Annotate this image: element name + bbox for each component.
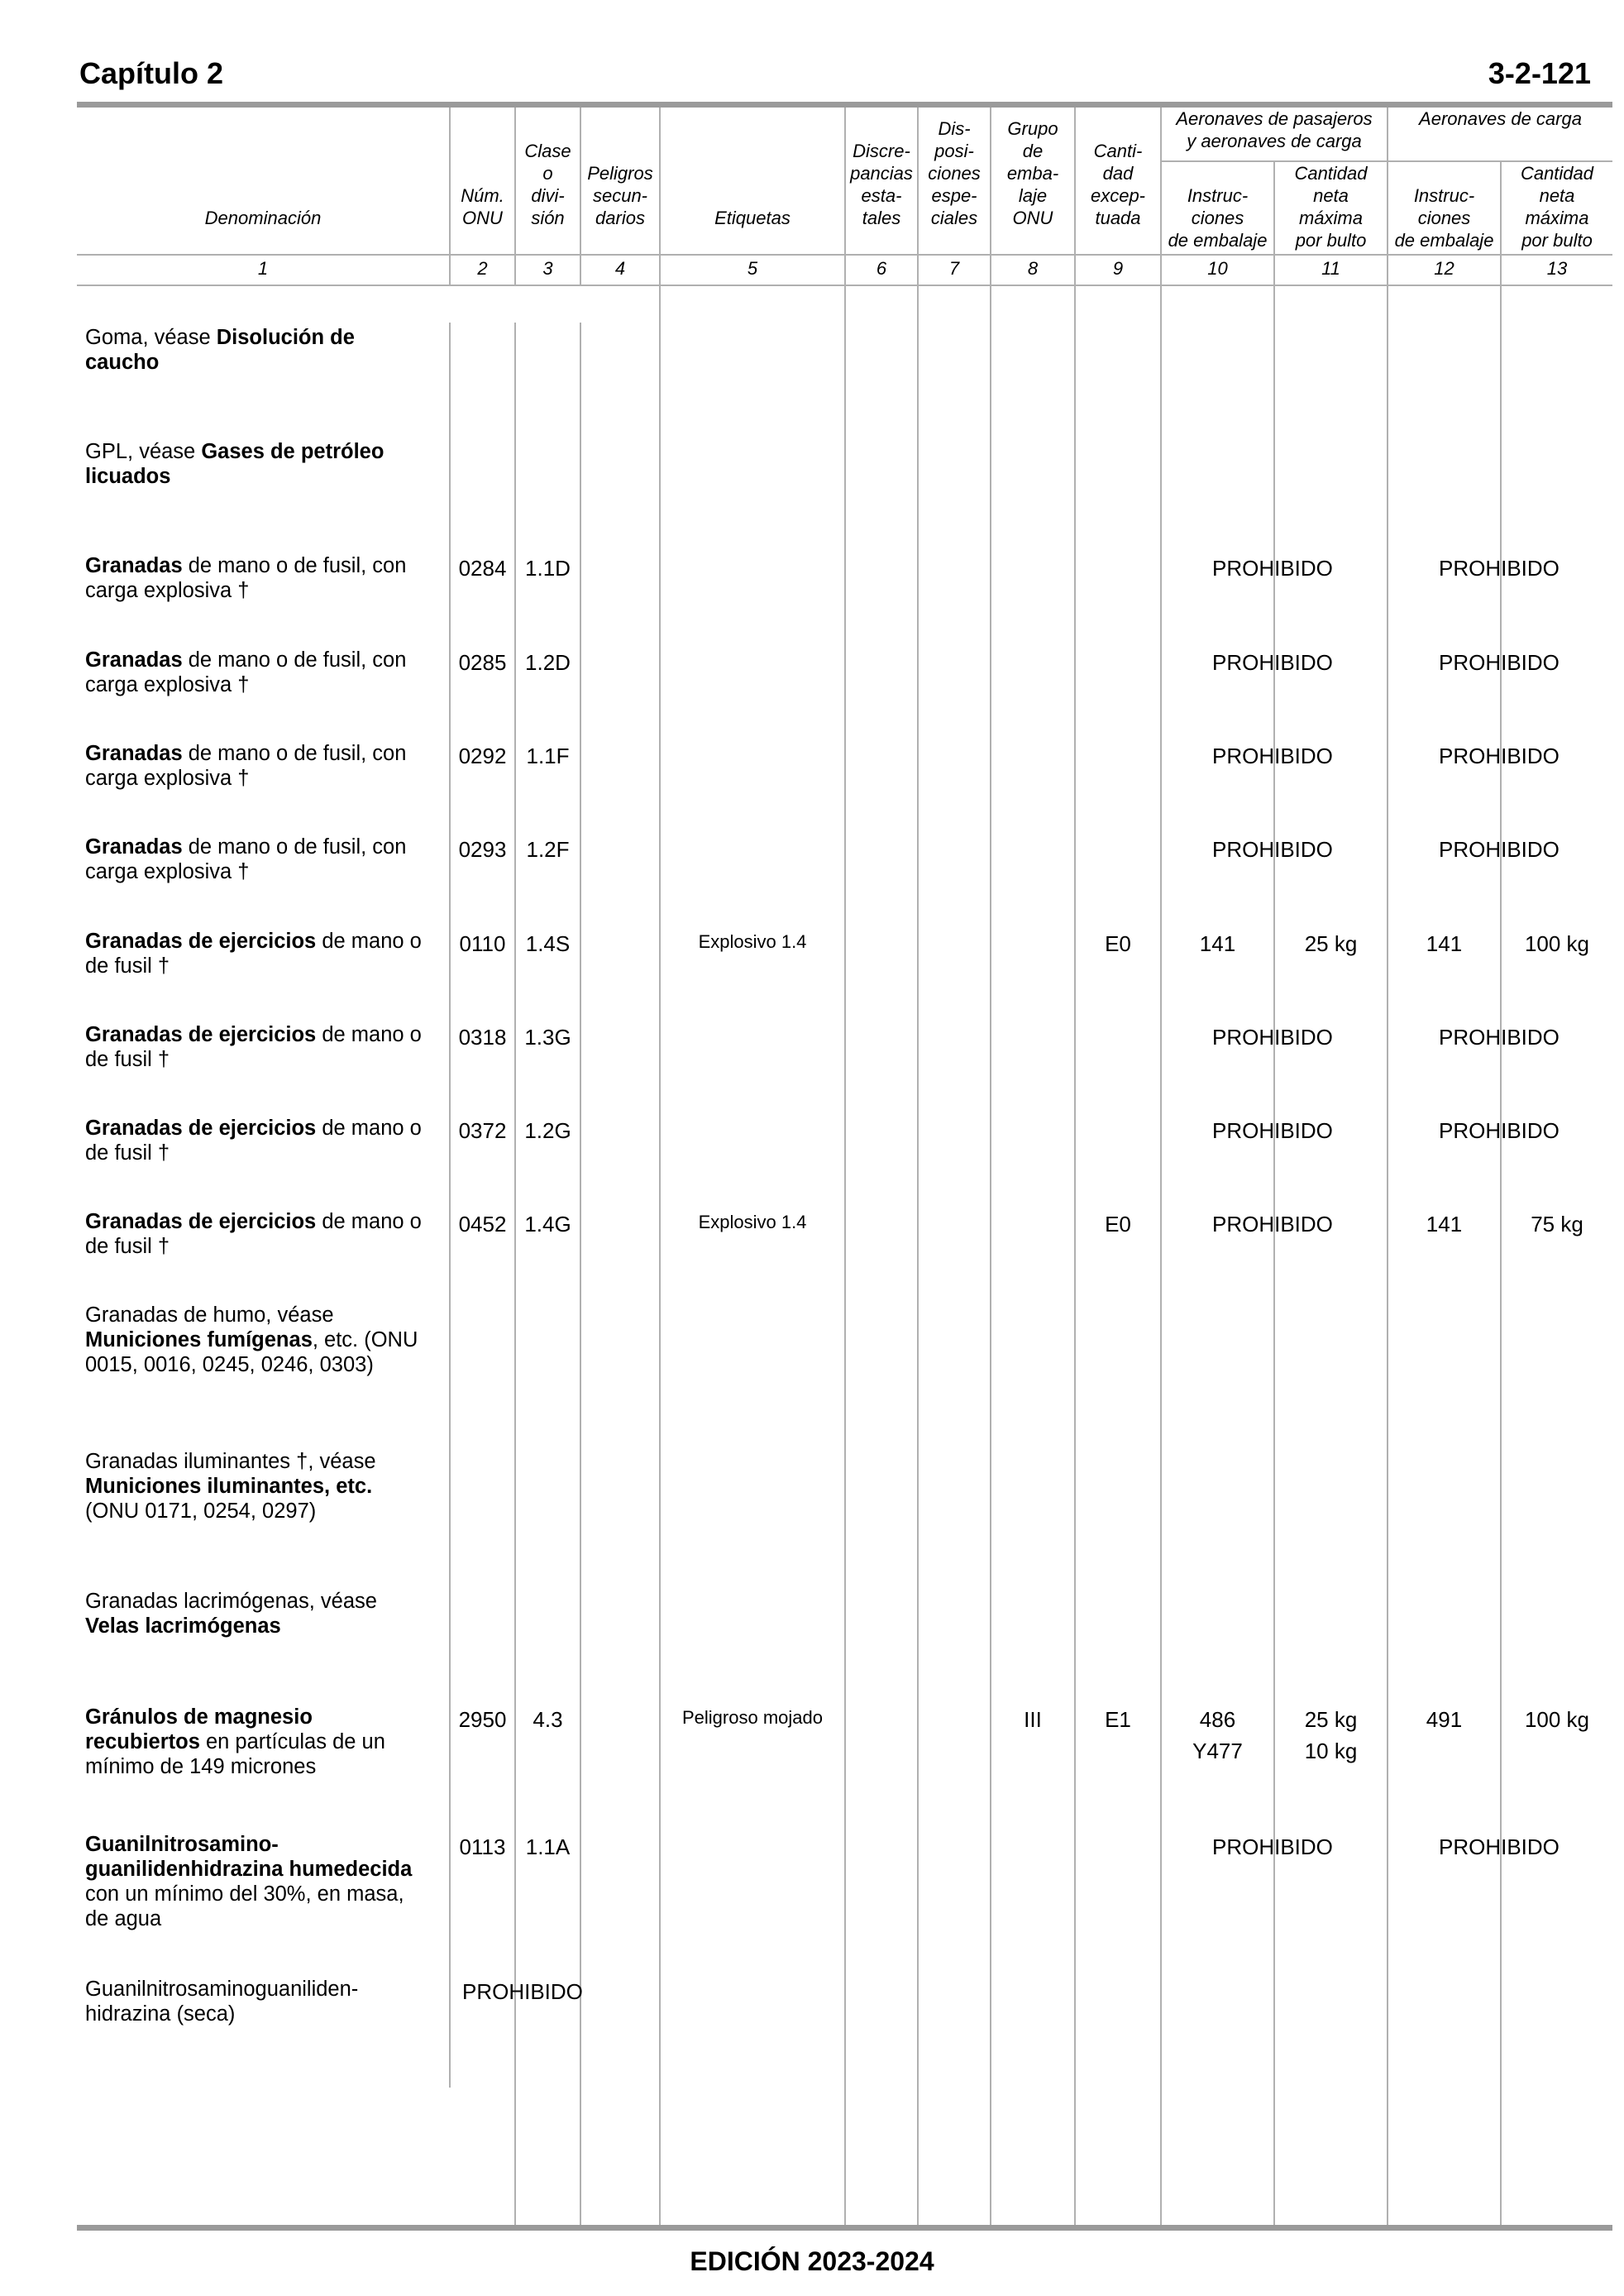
passenger-packing-instruction: 141	[1199, 931, 1236, 956]
passenger-max-quantity-limited: 10 kg	[1304, 1739, 1358, 1763]
header-aeronaves-carga: Aeronaves de carga	[1419, 108, 1582, 129]
cargo-status: PROHIBIDO	[1439, 744, 1560, 768]
entry-name: Guanilnitrosamino- guanilidenhidrazina humedecida con un mínimo del 30%, en masa, de agua	[85, 1833, 413, 1930]
class-division: 1.4S	[525, 931, 571, 956]
entry-name: Granadas de ejercicios de mano o de fusil †	[85, 1023, 422, 1071]
bottom-rule	[77, 2225, 1612, 2231]
un-number: 0110	[459, 931, 506, 956]
entry-name: Granadas de ejercicios de mano o de fusil †	[85, 1210, 422, 1258]
header-etiquetas: Etiquetas	[714, 208, 791, 228]
cargo-status: PROHIBIDO	[1439, 1025, 1560, 1050]
class-division: 1.2D	[525, 650, 571, 675]
class-division: 1.2F	[526, 837, 570, 862]
entry-name: Granadas lacrimógenas, véase Velas lacrimógenas	[85, 1590, 377, 1638]
cargo-status: PROHIBIDO	[1439, 837, 1560, 862]
passenger-status: PROHIBIDO	[1212, 837, 1333, 862]
header-disposiciones: Dis- posi- ciones espe- ciales	[928, 118, 981, 228]
entry-name: Granadas de mano o de fusil, con carga explosiva †	[85, 648, 407, 696]
entry-name: Granadas de mano o de fusil, con carga explosiva †	[85, 742, 407, 790]
cargo-status: PROHIBIDO	[1439, 1118, 1560, 1143]
cargo-max-quantity: 100 kg	[1524, 931, 1590, 956]
passenger-status: PROHIBIDO	[1212, 556, 1333, 581]
entry-name: Granadas de humo, véase Municiones fumígenas, etc. (ONU 0015, 0016, 0245, 0246, 0303)	[85, 1303, 418, 1376]
class-division: 1.1F	[526, 744, 570, 768]
header-clase: Clase o divi- sión	[524, 141, 571, 228]
edition-footer: EDICIÓN 2023-2024	[690, 2246, 934, 2276]
class-division: 1.2G	[524, 1118, 571, 1143]
header-instrucciones-carga: Instruc- ciones de embalaje	[1394, 185, 1494, 251]
passenger-packing-instruction: 486	[1199, 1707, 1236, 1732]
hazard-label: Peligroso mojado	[682, 1707, 823, 1728]
header-aeronaves-pasajeros: Aeronaves de pasajeros y aeronaves de carga	[1176, 108, 1373, 151]
entry-name: Granadas de mano o de fusil, con carga explosiva †	[85, 835, 407, 883]
passenger-status: PROHIBIDO	[1212, 744, 1333, 768]
un-number: 0113	[459, 1834, 506, 1859]
class-division: 1.3G	[524, 1025, 571, 1050]
un-number: 0292	[458, 744, 507, 768]
passenger-status: PROHIBIDO	[1212, 1834, 1333, 1859]
entry-name: Granadas de mano o de fusil, con carga explosiva †	[85, 554, 407, 602]
hazard-label: Explosivo 1.4	[698, 1212, 807, 1232]
passenger-packing-instruction-limited: Y477	[1192, 1739, 1243, 1763]
passenger-status: PROHIBIDO	[1212, 1212, 1333, 1236]
header-cantidad-exceptuada: Canti- dad excep- tuada	[1090, 141, 1146, 228]
header-num-onu: Núm. ONU	[461, 185, 504, 228]
page-number: 3-2-121	[1488, 56, 1591, 90]
excepted-quantity: E0	[1105, 931, 1131, 956]
header-denominacion: Denominación	[204, 208, 322, 228]
cargo-status: PROHIBIDO	[1439, 650, 1560, 675]
header-grupo: Grupo de emba- laje ONU	[1006, 118, 1059, 228]
header-cantidad-pax: Cantidad neta máxima por bulto	[1294, 163, 1368, 251]
class-division: 1.4G	[524, 1212, 571, 1236]
transport-status: PROHIBIDO	[462, 1979, 583, 2004]
packing-group: III	[1024, 1707, 1042, 1732]
un-number: 0318	[458, 1025, 507, 1050]
passenger-status: PROHIBIDO	[1212, 1118, 1333, 1143]
entry-name: Guanilnitrosaminoguaniliden- hidrazina (seca)	[85, 1978, 359, 2026]
entry-name: Gránulos de magnesio recubiertos en partículas de un mínimo de 149 micrones	[85, 1705, 385, 1778]
un-number: 0285	[458, 650, 507, 675]
chapter-title: Capítulo 2	[79, 56, 224, 90]
class-division: 4.3	[533, 1707, 563, 1732]
cargo-max-quantity: 100 kg	[1524, 1707, 1590, 1732]
passenger-max-quantity: 25 kg	[1304, 1707, 1358, 1732]
cargo-packing-instruction: 491	[1426, 1707, 1463, 1732]
entry-name: Granadas iluminantes †, véase Municiones iluminantes, etc. (ONU 0171, 0254, 0297)	[85, 1450, 376, 1523]
header-discrepancias: Discre- pancias esta- tales	[850, 141, 913, 228]
cargo-packing-instruction: 141	[1426, 1212, 1463, 1236]
class-division: 1.1A	[525, 1834, 571, 1859]
passenger-max-quantity: 25 kg	[1304, 931, 1358, 956]
header-cantidad-carga: Cantidad neta máxima por bulto	[1520, 163, 1594, 251]
un-number: 0293	[458, 837, 507, 862]
passenger-status: PROHIBIDO	[1212, 650, 1333, 675]
cargo-status: PROHIBIDO	[1439, 1834, 1560, 1859]
un-number: 0452	[458, 1212, 507, 1236]
cargo-packing-instruction: 141	[1426, 931, 1463, 956]
entry-name: Granadas de ejercicios de mano o de fusil †	[85, 930, 422, 978]
top-rule	[77, 102, 1612, 108]
header-instrucciones-pax: Instruc- ciones de embalaje	[1168, 185, 1268, 251]
entry-name: Granadas de ejercicios de mano o de fusil †	[85, 1117, 422, 1165]
hazard-label: Explosivo 1.4	[698, 931, 807, 952]
passenger-status: PROHIBIDO	[1212, 1025, 1333, 1050]
entry-name: Goma, véase Disolución de caucho	[85, 326, 355, 374]
excepted-quantity: E1	[1105, 1707, 1131, 1732]
un-number: 0372	[458, 1118, 507, 1143]
entry-name: GPL, véase Gases de petróleo licuados	[85, 440, 385, 488]
cargo-max-quantity: 75 kg	[1531, 1212, 1583, 1236]
excepted-quantity: E0	[1105, 1212, 1131, 1236]
un-number: 2950	[458, 1707, 507, 1732]
un-number: 0284	[458, 556, 507, 581]
class-division: 1.1D	[525, 556, 571, 581]
header-peligros: Peligros secun- darios	[587, 163, 653, 228]
cargo-status: PROHIBIDO	[1439, 556, 1560, 581]
